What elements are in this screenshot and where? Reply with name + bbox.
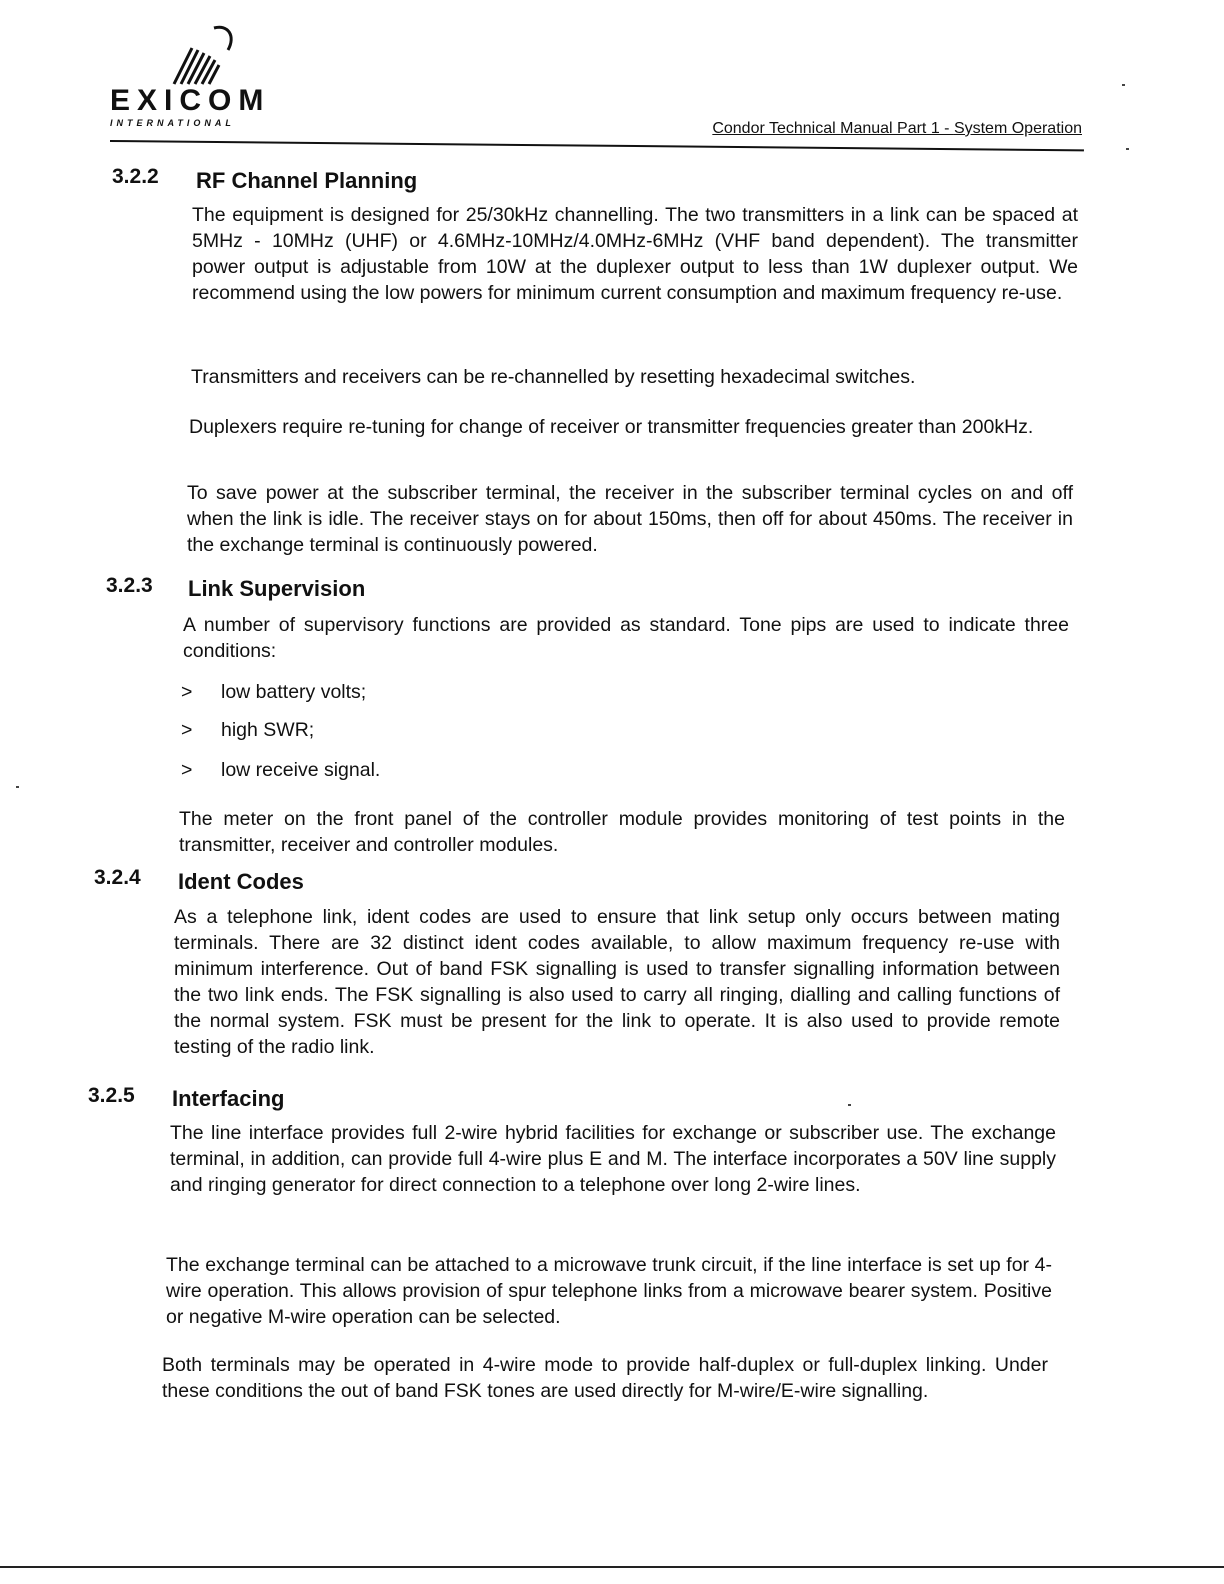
paragraph: Duplexers require re-tuning for change of receiver or transmitter frequencies greater than 200kHz. [189,416,1034,438]
section-heading: Interfacing [172,1086,285,1111]
paragraph: As a telephone link, ident codes are used to ensure that link setup only occurs between mating terminals. There are 32 distinct ident codes available, to allow maximum frequency re-use with minimum interference. Out of band FSK signalling is used to transfer signalling information between the two link ends. The FSK signalling is also used to carry all ringing, dialling and calling functions of the normal system. FSK must be present for the link to operate. It is also used to provide remote testing of the radio link. [174,906,1060,1058]
section-number: 3.2.5 [88,1084,135,1107]
list-item-text: low battery volts; [221,681,367,703]
list-item-text: low receive signal. [221,759,381,781]
paragraph: A number of supervisory functions are provided as standard. Tone pips are used to indicate three conditions: [183,614,1069,662]
bullet-marker: > [181,759,193,781]
scan-speck [1126,148,1129,150]
exicom-logo [110,22,280,132]
section-heading: Link Supervision [188,576,366,601]
header-rule [110,140,1084,151]
paragraph: Transmitters and receivers can be re-channelled by resetting hexadecimal switches. [191,366,916,388]
scan-speck [848,1104,851,1106]
footer-rule [0,1566,1224,1568]
paragraph: The exchange terminal can be attached to a microwave trunk circuit, if the line interface is set up for 4-wire operation. This allows provision of spur telephone links from a microwave bearer system. Positive or negative M-wire operation can be selected. [166,1254,1052,1328]
section-heading: RF Channel Planning [196,168,418,193]
section-number: 3.2.2 [112,165,159,188]
paragraph: To save power at the subscriber terminal, the receiver in the subscriber terminal cycles on and off when the link is idle. The receiver stays on for about 150ms, then off for about 450ms. The receiver in the exchange terminal is continuously powered. [187,482,1073,556]
manual-title-part1: Condor Technical Manual Part 1 - [712,120,954,137]
manual-title-part2: System Operation [953,120,1082,137]
scan-speck [1122,84,1125,86]
scan-speck [16,786,19,788]
paragraph: The meter on the front panel of the controller module provides monitoring of test points in the transmitter, receiver and controller modules. [179,808,1065,856]
manual-title [712,120,1082,138]
section-number: 3.2.3 [106,574,153,597]
exicom-emblem-icon [168,22,238,88]
bullet-marker: > [181,719,193,741]
paragraph: Both terminals may be operated in 4-wire mode to provide half-duplex or full-duplex linking. Under these conditions the out of band FSK tones are used directly for M-wire/E-wire signalling. [162,1354,1048,1402]
section-number: 3.2.4 [94,866,141,889]
paragraph: The line interface provides full 2-wire hybrid facilities for exchange or subscriber use. The exchange terminal, in addition, can provide full 4-wire plus E and M. The interface incorporates a 50V line supply and ringing generator for direct connection to a telephone over long 2-wire lines. [170,1122,1056,1196]
logo-tagline: INTERNATIONAL [110,118,235,128]
paragraph: The equipment is designed for 25/30kHz channelling. The two transmitters in a link can be spaced at 5MHz - 10MHz (UHF) or 4.6MHz-10MHz/4.0MHz-6MHz (VHF band dependent). The transmitter power output is adjustable from 10W at the duplexer output to less than 1W duplexer output. We recommend using the low powers for minimum current consumption and maximum frequency re-use. [192,204,1078,304]
section-heading: Ident Codes [178,869,304,894]
list-item-text: high SWR; [221,719,315,741]
bullet-marker: > [181,681,193,703]
logo-wordmark: EXICOM [110,84,271,117]
